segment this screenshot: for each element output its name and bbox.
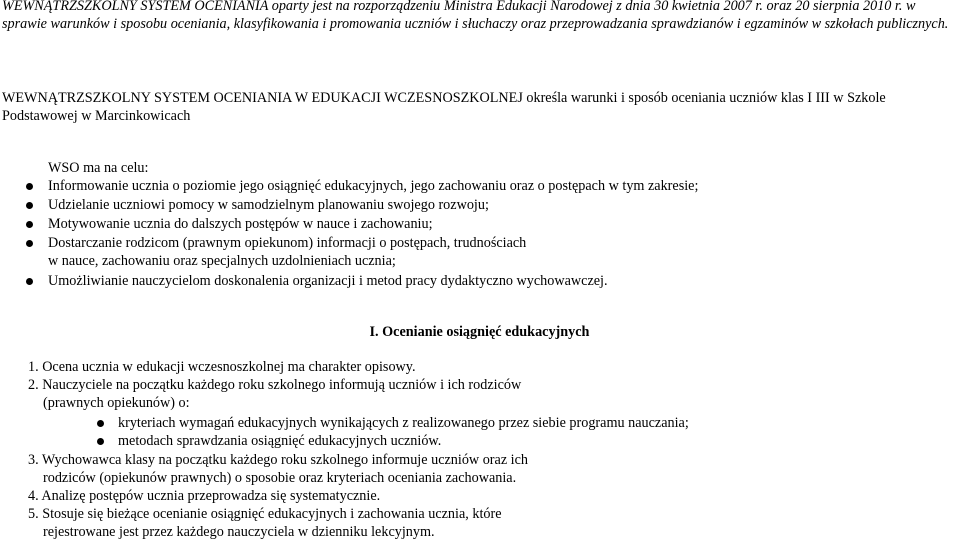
bullet-icon [26, 278, 33, 285]
bullet-icon [97, 420, 104, 427]
goal-item-continuation: w nauce, zachowaniu oraz specjalnych uzdolnieniach ucznia; [48, 253, 396, 269]
bullet-icon [97, 438, 104, 445]
goal-item: Informowanie ucznia o poziomie jego osiągnięć edukacyjnych, jego zachowaniu oraz o postępach w tym zakresie; [48, 178, 699, 194]
section-line: 4. Analizę postępów ucznia przeprowadza się systematycznie. [28, 488, 381, 504]
goal-item: Udzielanie uczniowi pomocy w samodzielnym planowaniu swojego rozwoju; [48, 197, 489, 213]
wso-description: WEWNĄTRZSZKOLNY SYSTEM OCENIANIA W EDUKACJI WCZESNOSZKOLNEJ określa warunki i sposób oceniania uczniów klas I III w Szkole Podstawowej w Marcinkowicach [2, 90, 886, 124]
section-line: 2. Nauczyciele na początku każdego roku szkolnego informują uczniów i ich rodziców [28, 377, 522, 393]
section-line: rodziców (opiekunów prawnych) o sposobie oraz kryteriach oceniania zachowania. [43, 470, 517, 486]
intro-paragraph: WEWNĄTRZSZKOLNY SYSTEM OCENIANIA oparty jest na rozporządzeniu Ministra Edukacji Narodowej z dnia 30 kwietnia 2007 r. oraz 20 sierpnia 2010 r. w sprawie warunków i sposobu oceniania, klasyfikowania i promowania uczniów i słuchaczy oraz przeprowadzania sprawdzianów i egzaminów w szkołach publicznych. [2, 0, 949, 32]
bullet-icon [26, 202, 33, 209]
section-sub-item: metodach sprawdzania osiągnięć edukacyjnych uczniów. [118, 433, 442, 449]
goals-header: WSO ma na celu: [48, 160, 149, 176]
goal-item: Motywowanie ucznia do dalszych postępów w nauce i zachowaniu; [48, 216, 433, 232]
section-line: (prawnych opiekunów) o: [43, 395, 190, 411]
section-line: 1. Ocena ucznia w edukacji wczesnoszkolnej ma charakter opisowy. [28, 359, 416, 375]
bullet-icon [26, 221, 33, 228]
section-line: 5. Stosuje się bieżące ocenianie osiągnięć edukacyjnych i zachowania ucznia, które [28, 506, 502, 522]
section-line: rejestrowane jest przez każdego nauczyciela w dzienniku lekcyjnym. [43, 524, 435, 540]
bullet-icon [26, 240, 33, 247]
goal-item: Dostarczanie rodzicom (prawnym opiekunom) informacji o postępach, trudnościach [48, 235, 527, 251]
section-line: 3. Wychowawca klasy na początku każdego roku szkolnego informuje uczniów oraz ich [28, 452, 528, 468]
bullet-icon [26, 183, 33, 190]
goal-item: Umożliwianie nauczycielom doskonalenia organizacji i metod pracy dydaktyczno wychowawczej. [48, 273, 608, 289]
section-heading: I. Ocenianie osiągnięć edukacyjnych [369, 324, 590, 340]
section-sub-item: kryteriach wymagań edukacyjnych wynikających z realizowanego przez siebie programu nauczania; [118, 415, 689, 431]
